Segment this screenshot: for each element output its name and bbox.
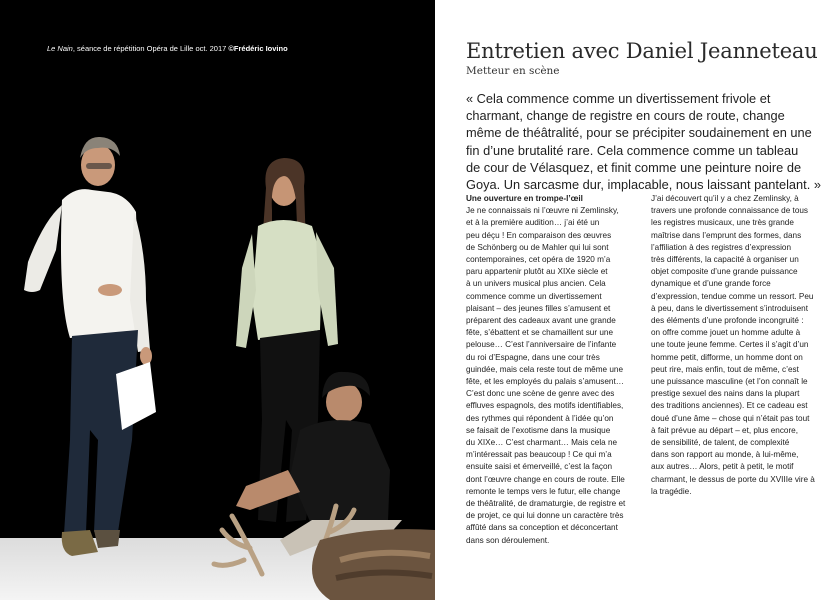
body-line: affûté dans sa conception et déconcertant [466,523,618,533]
body-line: prestige sexuel des nains dans la plupart [651,389,800,399]
body-line: dynamique et d’une grande force [651,279,771,289]
body-line: ensuite saisi et émerveillé, c’est la façon [466,462,613,472]
body-line: fête, et les employés du palais s’amusent… [466,377,624,387]
body-line: de théâtralité, de dramaturgie, de registre et [466,499,626,509]
body-line: Je ne connaissais ni l’œuvre ni Zemlinsky, [466,206,619,216]
body-line: commence comme un divertissement [466,291,602,301]
body-line: homme petit, difforme, un homme dont on [651,352,803,362]
body-line: du roi d’Espagne, dans une cour très [466,352,600,362]
body-line: des éléments d’une profonde incongruité : [651,316,804,326]
body-line: des rythmes qui répondent à l’idée qu’on [466,413,614,423]
body-line: peut rire, mais enfin, tout de même, c’est [651,364,799,374]
body-line: dans son rapport au monde, à lui-même, [651,450,799,460]
quote-line: même de théâtralité, pour se précipiter soudainement en une [466,125,812,141]
body-line: de projet, ce qui lui donne un caractère très [466,511,624,521]
body-line: les registres musicaux, une très grande [651,218,794,228]
body-line: J’ai découvert qu’il y a chez Zemlinsky, à [651,194,799,203]
article-title: Entretien avec Daniel Jeanneteau [466,39,818,63]
body-line: une puissance masculine (et l’on connaît le [651,377,808,387]
article-panel [435,0,836,600]
body-line: à peu, dans le divertissement s’introduisent [651,303,809,313]
body-line: travers une profonde connaissance de tous [651,206,809,216]
body-line: plaisant – des jeunes filles s’amusent et [466,303,611,313]
photo-caption [47,44,288,53]
quote-line: charmant, change de registre en cours de route, change [466,108,785,124]
caption-credit: ©Frédéric Iovino [228,44,288,53]
body-line: très différents, la capacité à organiser un [651,255,799,265]
body-line: une toute jeune femme. Certes il s’agit d’un [651,340,809,350]
body-line: effluves espagnols, des motifs identifiables, [466,401,624,411]
body-line: du XIXe… C’est charmant… Mais cela ne [466,438,618,448]
body-line: dont l’œuvre change en cours de route. Elle [466,474,625,484]
body-line: charmant, le dessus de porte du XVIIIe vire à [651,474,815,484]
body-line: préparent des cadeaux avant une grande [466,316,616,326]
body-line: à fait prévue au départ – et, plus encore, [651,425,799,435]
body-line: m’intéressait pas beaucoup ! Ce qui m’a [466,450,612,460]
quote-line: fin d’une brutalité rare. Cela commence comme un tableau [466,142,799,158]
body-line: paru appartenir plutôt au XIXe siècle et [466,267,608,277]
pull-quote [466,90,826,193]
body-line: objet composite d’une grande puissance [651,267,798,277]
body-line: doué d’une âme – chose qui n’était pas tout [651,413,810,423]
caption-title: Le Nain [47,44,73,53]
body-line: d’expression, tendue comme un ressort. Peu [651,291,814,301]
body-line: peu déçu ! En comparaison des œuvres [466,230,612,240]
body-line: fête, s’ébattent et se chamaillent sur une [466,328,614,338]
body-line: et à la première audition… j’ai été un [466,218,600,228]
body-line: des traditions anciennes). Et ce cadeau est [651,401,808,411]
body-line: à un univers musical plus ancien. Cela [466,279,606,289]
body-line: de Schönberg ou de Mahler qui lui sont [466,242,609,252]
fur-rug [312,529,435,600]
body-line: maîtrise dans l’emprunt des formes, dans [651,230,802,240]
body-line: guindée, mais cela reste tout de même une [466,364,624,374]
body-line: l’affiliation à des registres d’expression [651,242,792,252]
body-line: on offre comme jouet un homme adulte à [651,328,801,338]
body-line: se faisait de l’exotisme dans la musique [466,425,611,435]
column-right [651,193,821,498]
column-left [466,193,636,547]
quote-line: de cour de Vélasquez, et finit comme une peinture noire de [466,159,802,175]
quote-line: « Cela commence comme un divertissement frivole et [466,91,771,106]
section-heading: Une ouverture en trompe-l’œil [466,194,583,203]
body-line: aux autres… Alors, petit à petit, le motif [651,462,794,472]
article-subtitle: Metteur en scène [466,65,560,77]
quote-line: Goya. Un sarcasme dur, implacable, nous laissant pantelant. » [466,177,821,193]
body-line: de sensibilité, de talent, de complexité [651,438,790,448]
body-line: la tragédie. [651,486,692,496]
body-line: remonte le temps vers le futur, elle change [466,486,621,496]
caption-text: , séance de répétition Opéra de Lille oct. 2017 [72,44,229,53]
body-line: contemporaines, cet opéra de 1920 m’a [466,255,611,265]
body-line: C’est donc une scène de genre avec des [466,389,615,399]
man-standing [24,137,156,556]
body-line: dans son déroulement. [466,535,550,545]
body-line: pelouse… C’est l’anniversaire de l’infante [466,340,617,350]
